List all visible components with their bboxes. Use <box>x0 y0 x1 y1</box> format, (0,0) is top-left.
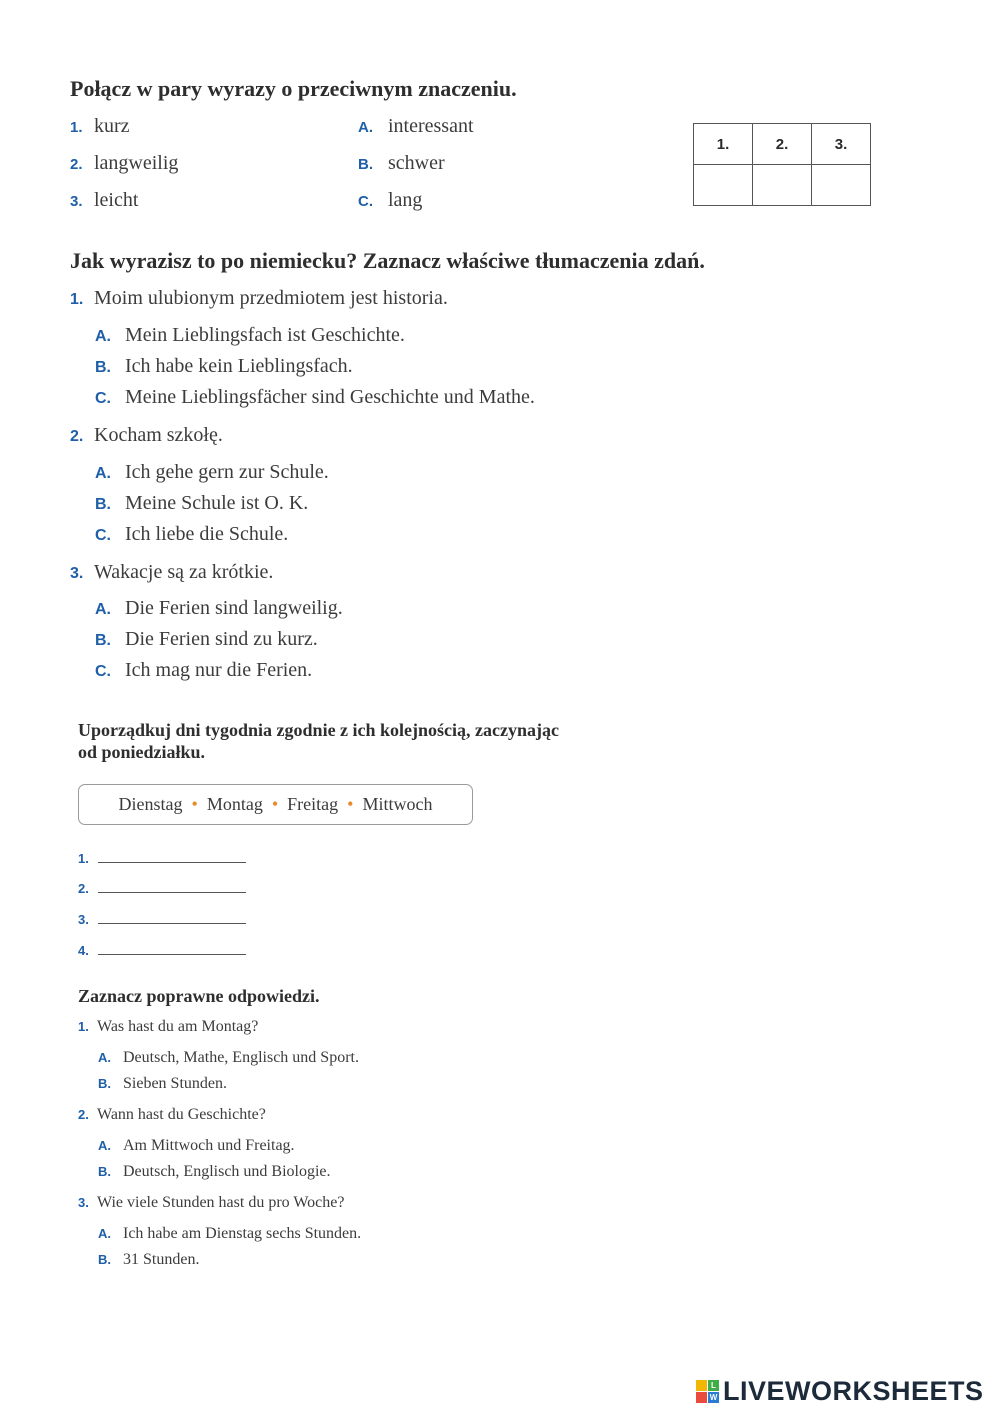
option-letter: B. <box>98 1164 111 1179</box>
item-letter: B. <box>358 156 373 173</box>
answer-table-header: 1. <box>694 124 753 165</box>
option-letter: B. <box>95 632 111 649</box>
option-text: Mein Lieblingsfach ist Geschichte. <box>125 324 405 346</box>
answer-option[interactable] <box>95 492 308 515</box>
logo-mark-letter: W <box>709 1393 718 1402</box>
question-number: 2. <box>70 428 84 445</box>
option-text: Sieben Stunden. <box>123 1075 227 1092</box>
answer-option[interactable] <box>98 1163 331 1181</box>
question <box>70 287 448 310</box>
bullet-dot-icon: • <box>347 794 354 814</box>
blank-row <box>78 848 246 868</box>
answer-blank[interactable] <box>98 909 246 924</box>
match-left-item <box>70 189 138 212</box>
question-number: 3. <box>70 565 84 582</box>
option-text: Meine Lieblingsfächer sind Geschichte und Mathe. <box>125 386 535 408</box>
answer-option[interactable] <box>98 1049 359 1067</box>
answer-option[interactable] <box>98 1225 361 1243</box>
answer-cell[interactable] <box>753 165 812 206</box>
item-number: 3. <box>70 193 83 210</box>
question-text: Wakacje są za krótkie. <box>94 561 274 583</box>
item-number: 2. <box>70 156 83 173</box>
answer-blank[interactable] <box>98 848 246 863</box>
option-text: Ich mag nur die Ferien. <box>125 659 313 681</box>
answer-blank[interactable] <box>98 940 246 955</box>
answer-option[interactable] <box>98 1251 199 1269</box>
answer-option[interactable] <box>95 355 353 378</box>
option-letter: B. <box>98 1252 111 1267</box>
answer-table <box>693 123 871 206</box>
logo-mark-letter: L <box>708 1380 719 1391</box>
section1-title: Połącz w pary wyrazy o przeciwnym znaczeniu. <box>70 76 517 101</box>
question-text: Moim ulubionym przedmiotem jest historia. <box>94 287 448 309</box>
option-letter: B. <box>95 359 111 376</box>
bullet-dot-icon: • <box>271 794 279 814</box>
match-word: kurz <box>94 115 130 137</box>
answer-option[interactable] <box>98 1075 227 1093</box>
option-text: Ich habe am Dienstag sechs Stunden. <box>123 1225 362 1242</box>
section2-title: Jak wyrazisz to po niemiecku? Zaznacz właściwe tłumaczenia zdań. <box>70 248 705 273</box>
question <box>70 424 223 447</box>
option-text: Deutsch, Englisch und Biologie. <box>123 1163 331 1180</box>
blank-row <box>78 940 246 960</box>
blank-number: 1. <box>78 851 89 866</box>
option-letter: A. <box>98 1050 111 1065</box>
blank-number: 3. <box>78 912 89 927</box>
option-letter: A. <box>95 328 111 345</box>
word-box-item: Montag <box>206 794 263 814</box>
option-text: Deutsch, Mathe, Englisch und Sport. <box>123 1049 359 1066</box>
item-letter: C. <box>358 193 373 210</box>
option-letter: B. <box>95 496 111 513</box>
option-text: Ich liebe die Schule. <box>125 523 289 545</box>
option-text: Meine Schule ist O. K. <box>125 492 309 514</box>
logo-text: LIVEWORKSHEETS <box>723 1376 984 1406</box>
match-word: schwer <box>388 152 445 174</box>
blank-number: 2. <box>78 881 89 896</box>
answer-option[interactable] <box>95 659 312 682</box>
match-right-item <box>358 152 445 175</box>
option-letter: C. <box>95 390 111 407</box>
option-text: Am Mittwoch und Freitag. <box>123 1137 295 1154</box>
section3-title-line2-text: od poniedziałku. <box>78 742 206 762</box>
question-text: Wann hast du Geschichte? <box>97 1106 266 1123</box>
answer-cell[interactable] <box>694 165 753 206</box>
question <box>78 1194 344 1212</box>
bullet-dot-icon: • <box>191 794 198 814</box>
answer-blank[interactable] <box>98 878 246 893</box>
match-word: lang <box>388 189 423 211</box>
question <box>78 1106 266 1124</box>
answer-option[interactable] <box>95 523 288 546</box>
match-left-item <box>70 115 130 138</box>
question-number: 2. <box>78 1107 89 1122</box>
answer-option[interactable] <box>98 1137 295 1155</box>
question <box>70 561 273 584</box>
question-text: Kocham szkołę. <box>94 424 223 446</box>
match-right-item <box>358 189 422 212</box>
option-letter: C. <box>95 527 111 544</box>
question-text: Was hast du am Montag? <box>97 1018 259 1035</box>
match-word: leicht <box>94 189 139 211</box>
section3-title-line2 <box>78 742 205 763</box>
liveworksheets-logo[interactable] <box>696 1376 984 1407</box>
match-left-item <box>70 152 178 175</box>
question-number: 1. <box>70 291 84 308</box>
option-text: Ich gehe gern zur Schule. <box>125 461 329 483</box>
word-box-item: Mittwoch <box>362 794 433 814</box>
item-letter: A. <box>358 119 373 136</box>
question-number: 3. <box>78 1195 89 1210</box>
blank-number: 4. <box>78 943 89 958</box>
option-letter: C. <box>95 663 111 680</box>
word-box-item: Dienstag <box>118 794 183 814</box>
option-letter: A. <box>98 1138 111 1153</box>
answer-option[interactable] <box>95 386 535 409</box>
word-box <box>78 784 473 825</box>
question-number: 1. <box>78 1019 89 1034</box>
question <box>78 1018 258 1036</box>
section4-title: Zaznacz poprawne odpowiedzi. <box>78 986 320 1006</box>
question-text: Wie viele Stunden hast du pro Woche? <box>97 1194 345 1211</box>
option-text: 31 Stunden. <box>123 1251 200 1268</box>
answer-table-header: 3. <box>812 124 871 165</box>
option-letter: A. <box>95 465 111 482</box>
answer-option[interactable] <box>95 461 329 484</box>
match-word: langweilig <box>94 152 179 174</box>
option-text: Die Ferien sind langweilig. <box>125 597 343 619</box>
option-text: Ich habe kein Lieblingsfach. <box>125 355 353 377</box>
answer-cell[interactable] <box>812 165 871 206</box>
option-letter: A. <box>95 601 111 618</box>
match-right-item <box>358 115 474 138</box>
section3-title-line1: Uporządkuj dni tygodnia zgodnie z ich kolejnością, zaczynając <box>78 720 560 740</box>
blank-row <box>78 909 246 929</box>
blank-row <box>78 878 246 898</box>
option-letter: A. <box>98 1226 111 1241</box>
answer-option[interactable] <box>95 628 318 651</box>
word-box-item: Freitag <box>287 794 339 814</box>
logo-grid-icon <box>696 1380 719 1403</box>
option-letter: B. <box>98 1076 111 1091</box>
answer-table-header: 2. <box>753 124 812 165</box>
match-word: interessant <box>388 115 474 137</box>
item-number: 1. <box>70 119 83 136</box>
option-text: Die Ferien sind zu kurz. <box>125 628 318 650</box>
answer-option[interactable] <box>95 597 343 620</box>
answer-option[interactable] <box>95 324 405 347</box>
